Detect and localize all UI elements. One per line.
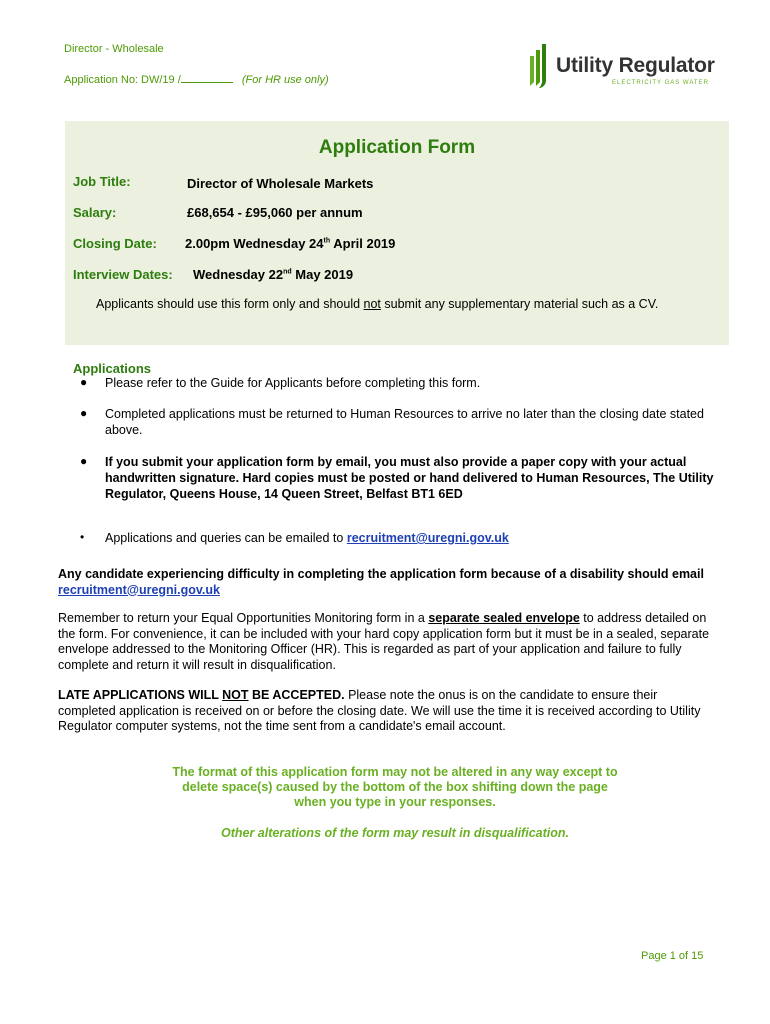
application-number [64, 73, 329, 86]
application-number-label: Application No: DW/19 / [64, 74, 181, 86]
list-item: If you submit your application form by email, you must also provide a paper copy with your actual handwritten signature. Hard copies must be posted or hand delivered to Human Resources, The Utility Regulator, Queens House, 14 Queen Street, Belfast BT1 6ED [105, 455, 714, 501]
hr-use-note: (For HR use only) [241, 74, 329, 86]
applications-heading: Applications [73, 361, 152, 376]
bullet-dot: ● [80, 406, 88, 420]
job-title-label: Job Title: [73, 174, 131, 189]
interview-dates-label: Interview Dates: [73, 267, 173, 282]
late-applications-note: LATE APPLICATIONS WILL NOT BE ACCEPTED. Please note the onus is on the candidate to ensure their completed application is received on or before the closing date. We will use the time it is received according to Utility Regulator computer systems, not the time sent from a candidate's email account. [58, 688, 701, 733]
alterations-warning: Other alterations of the form may result in disqualification. [221, 826, 569, 840]
application-summary-panel [65, 121, 729, 345]
page-number: Page 1 of 15 [641, 950, 704, 962]
logo-name: Utility Regulator [556, 54, 715, 77]
disability-email-link[interactable]: recruitment@uregni.gov.uk [58, 582, 220, 597]
equal-opportunities-note: Remember to return your Equal Opportunities Monitoring form in a separate sealed envelope to address detailed on the form. For convenience, it can be included with your hard copy application form but it must be in a sealed, separate envelope addressed to the Monitoring Officer (HR). This is regarded as part of your application and failure to fully complete and return it will result in disqualification. [58, 611, 710, 672]
list-item: Applications and queries can be emailed to recruitment@uregni.gov.uk [105, 531, 509, 545]
closing-date-value: 2.00pm Wednesday 24th April 2019 [185, 236, 396, 251]
job-title-value: Director of Wholesale Markets [187, 176, 374, 191]
salary-value: £68,654 - £95,060 per annum [187, 205, 363, 220]
logo-tagline: ELECTRICITY GAS WATER [612, 80, 709, 86]
supplementary-material-note: Applicants should use this form only and should not submit any supplementary material such as a CV. [96, 297, 659, 311]
list-item: Please refer to the Guide for Applicants before completing this form. [105, 376, 481, 390]
bullet-dot: ● [80, 454, 88, 468]
interview-dates-value: Wednesday 22nd May 2019 [193, 267, 354, 282]
list-item: Completed applications must be returned to Human Resources to arrive no later than the closing date stated above. [105, 407, 704, 437]
application-number-blank [181, 73, 233, 83]
salary-label: Salary: [73, 205, 117, 220]
recruitment-email-link[interactable]: recruitment@uregni.gov.uk [346, 531, 509, 545]
closing-date-label: Closing Date: [73, 236, 157, 251]
disability-note: Any candidate experiencing difficulty in completing the application form because of a disability should email recruitment@uregni.gov.uk [58, 567, 704, 597]
format-note: The format of this application form may not be altered in any way except to delete space(s) caused by the bottom of the box shifting down the page when you type in your responses. [172, 765, 618, 809]
bullet-dot: ● [80, 375, 88, 389]
utility-regulator-logo [526, 42, 726, 90]
bullet-dot: • [80, 530, 85, 544]
header-role: Director - Wholesale [64, 43, 164, 55]
page-title: Application Form [318, 137, 476, 158]
logo-mark-icon [526, 42, 554, 90]
